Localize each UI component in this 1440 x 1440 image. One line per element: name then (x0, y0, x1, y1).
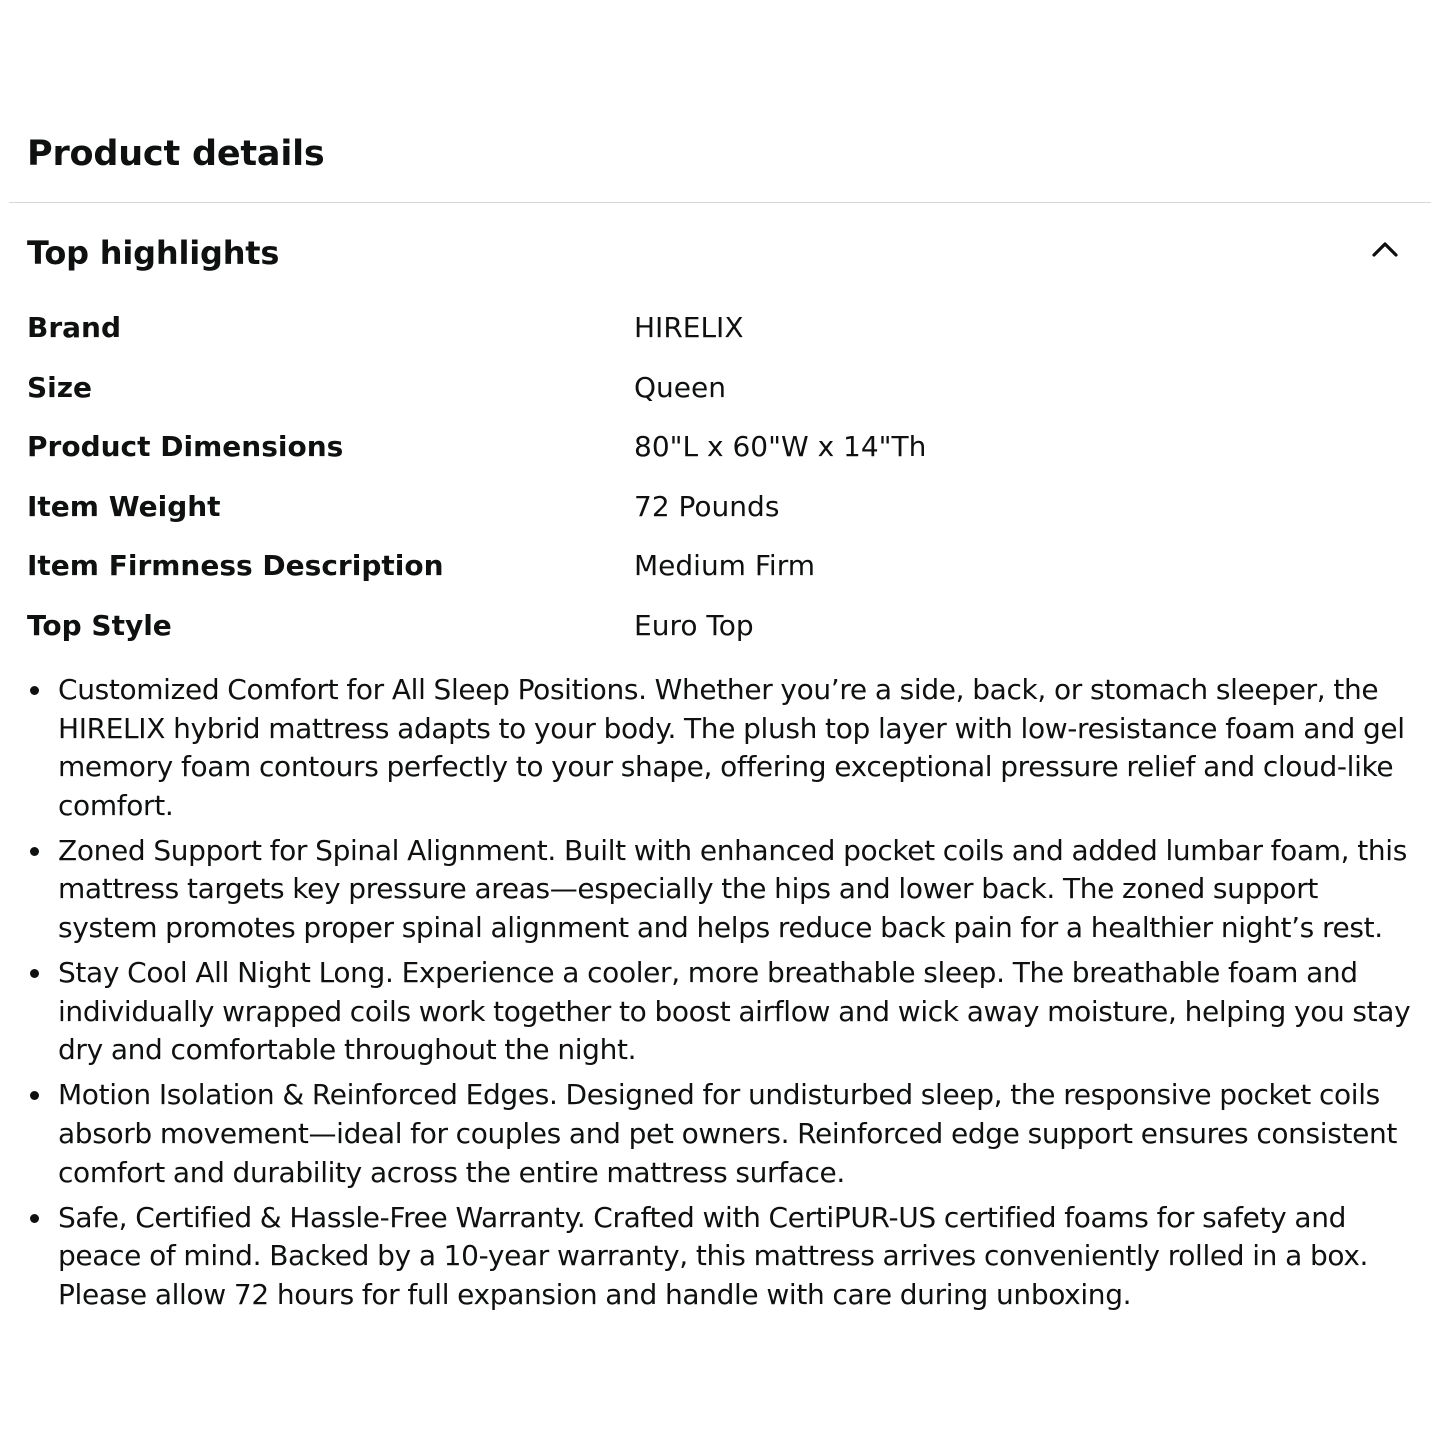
spec-row-item-firmness (27, 536, 1417, 596)
spec-label: Size (27, 370, 93, 404)
feature-bullet-text: Customized Comfort for All Sleep Positions. Whether you’re a side, back, or stomach sleeper, the HIRELIX hybrid mattress adapts to your body. The plush top layer with low-resistance foam and gel memory foam contours perfectly to your shape, offering exceptional pressure relief and cloud-like comfort. (58, 673, 1405, 822)
section-title: Top highlights (27, 234, 280, 272)
bullet-dot-icon (30, 686, 39, 695)
divider (9, 202, 1431, 203)
feature-bullet-text: Stay Cool All Night Long. Experience a cooler, more breathable sleep. The breathable foam and individually wrapped coils work together to boost airflow and wick away moisture, helping you stay dry and comfortable throughout the night. (58, 956, 1411, 1067)
spec-label: Brand (27, 311, 122, 344)
spec-value: Queen (634, 370, 726, 404)
spec-label: Item Firmness Description (27, 549, 444, 582)
page-title: Product details (27, 134, 325, 174)
feature-bullet-list (24, 671, 1419, 1321)
spec-row-brand (27, 298, 1417, 358)
chevron-up-icon[interactable] (1368, 234, 1402, 264)
spec-label: Product Dimensions (27, 430, 344, 463)
feature-bullet (24, 1076, 1419, 1192)
spec-row-item-weight (27, 477, 1417, 537)
spec-table (27, 298, 1417, 655)
spec-label: Top Style (27, 608, 172, 642)
feature-bullet-text: Safe, Certified & Hassle-Free Warranty. Crafted with CertiPUR-US certified foams for safety and peace of mind. Backed by a 10-year warranty, this mattress arrives conveniently rolled in a box. Please allow 72 hours for full expansion and handle with care during unboxing. (58, 1200, 1369, 1311)
feature-bullet-text: Motion Isolation & Reinforced Edges. Designed for undisturbed sleep, the responsive pocket coils absorb movement—ideal for couples and pet owners. Reinforced edge support ensures consistent comfort and durability across the entire mattress surface. (58, 1078, 1397, 1189)
spec-value: 72 Pounds (634, 489, 780, 523)
bullet-dot-icon (30, 969, 39, 978)
spec-row-size (27, 358, 1417, 418)
spec-label: Item Weight (27, 489, 221, 523)
spec-value: Medium Firm (634, 549, 816, 582)
top-highlights-header[interactable] (0, 216, 1440, 292)
feature-bullet (24, 1199, 1419, 1315)
feature-bullet-text: Zoned Support for Spinal Alignment. Built with enhanced pocket coils and added lumbar foam, this mattress targets key pressure areas—especially the hips and lower back. The zoned support system promotes proper spinal alignment and helps reduce back pain for a healthier night’s rest. (58, 833, 1407, 945)
spec-value: 80"L x 60"W x 14"Th (634, 430, 927, 463)
spec-row-product-dimensions (27, 417, 1417, 477)
feature-bullet (24, 954, 1419, 1070)
feature-bullet (24, 832, 1419, 948)
spec-value: Euro Top (634, 608, 754, 642)
bullet-dot-icon (30, 1214, 39, 1223)
bullet-dot-icon (30, 847, 39, 856)
spec-row-top-style (27, 596, 1417, 656)
spec-value: HIRELIX (634, 311, 744, 344)
bullet-dot-icon (30, 1091, 39, 1100)
feature-bullet (24, 671, 1419, 825)
